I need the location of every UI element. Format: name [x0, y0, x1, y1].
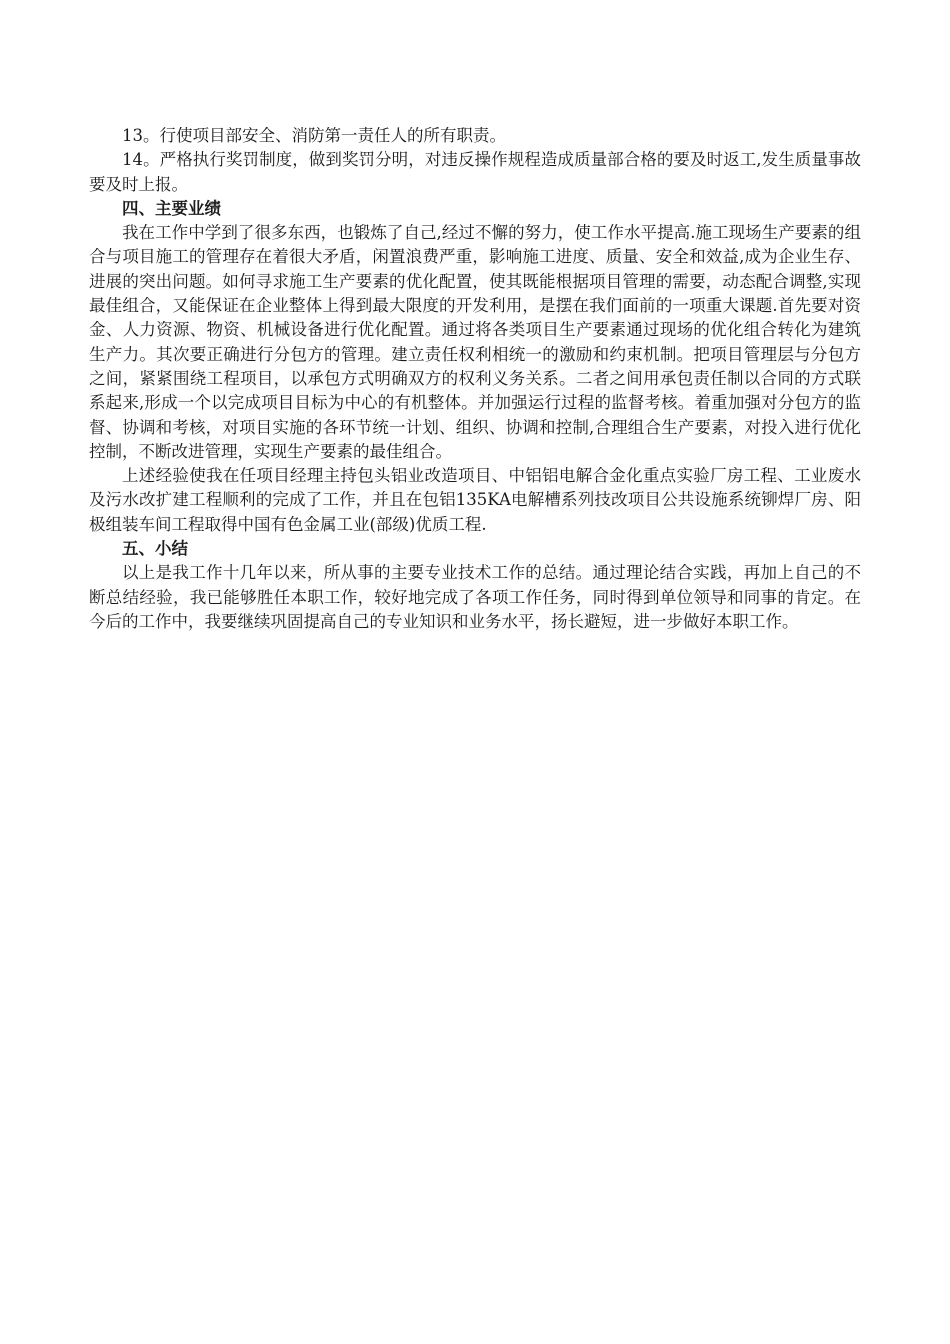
paragraph-achievements-2: 上述经验使我在任项目经理主持包头铝业改造项目、中铝铝电解合金化重点实验厂房工程、工业废水及污水改扩建工程顺利的完成了工作，并且在包铝135KA电解槽系列技改项目公共设施系统铆焊厂房、阳极组装车间工程取得中国有色金属工业(部级)优质工程.	[89, 466, 861, 534]
list-item-13: 13。行使项目部安全、消防第一责任人的所有职责。	[122, 126, 506, 145]
document-body	[89, 124, 861, 634]
section-heading-achievements: 四、主要业绩	[122, 198, 221, 218]
paragraph-summary: 以上是我工作十几年以来，所从事的主要专业技术工作的总结。通过理论结合实践，再加上自己的不断总结经验，我已能够胜任本职工作，较好地完成了各项工作任务，同时得到单位领导和同事的肯定。在今后的工作中，我要继续巩固提高自己的专业知识和业务水平，扬长避短，进一步做好本职工作。	[89, 563, 861, 631]
paragraph-achievements-1: 我在工作中学到了很多东西，也锻炼了自己,经过不懈的努力，使工作水平提高.施工现场生产要素的组合与项目施工的管理存在着很大矛盾，闲置浪费严重，影响施工进度、质量、安全和效益,成为企业生存、进展的突出问题。如何寻求施工生产要素的优化配置，使其既能根据项目管理的需要，动态配合调整,实现最佳组合，又能保证在企业整体上得到最大限度的开发利用，是摆在我们面前的一项重大课题.首先要对资金、人力资源、物资、机械设备进行优化配置。通过将各类项目生产要素通过现场的优化组合转化为建筑生产力。其次要正确进行分包方的管理。建立责任权利相统一的激励和约束机制。把项目管理层与分包方之间，紧紧围绕工程项目，以承包方式明确双方的权利义务关系。二者之间用承包责任制以合同的方式联系起来,形成一个以完成项目目标为中心的有机整体。并加强运行过程的监督考核。着重加强对分包方的监督、协调和考核，对项目实施的各环节统一计划、组织、协调和控制,合理组合生产要素，对投入进行优化控制，不断改进管理，实现生产要素的最佳组合。	[89, 223, 861, 461]
section-heading-summary: 五、小结	[122, 539, 188, 559]
list-item-14: 14。严格执行奖罚制度，做到奖罚分明，对违反操作规程造成质量部合格的要及时返工,发生质量事故要及时上报。	[89, 150, 861, 194]
